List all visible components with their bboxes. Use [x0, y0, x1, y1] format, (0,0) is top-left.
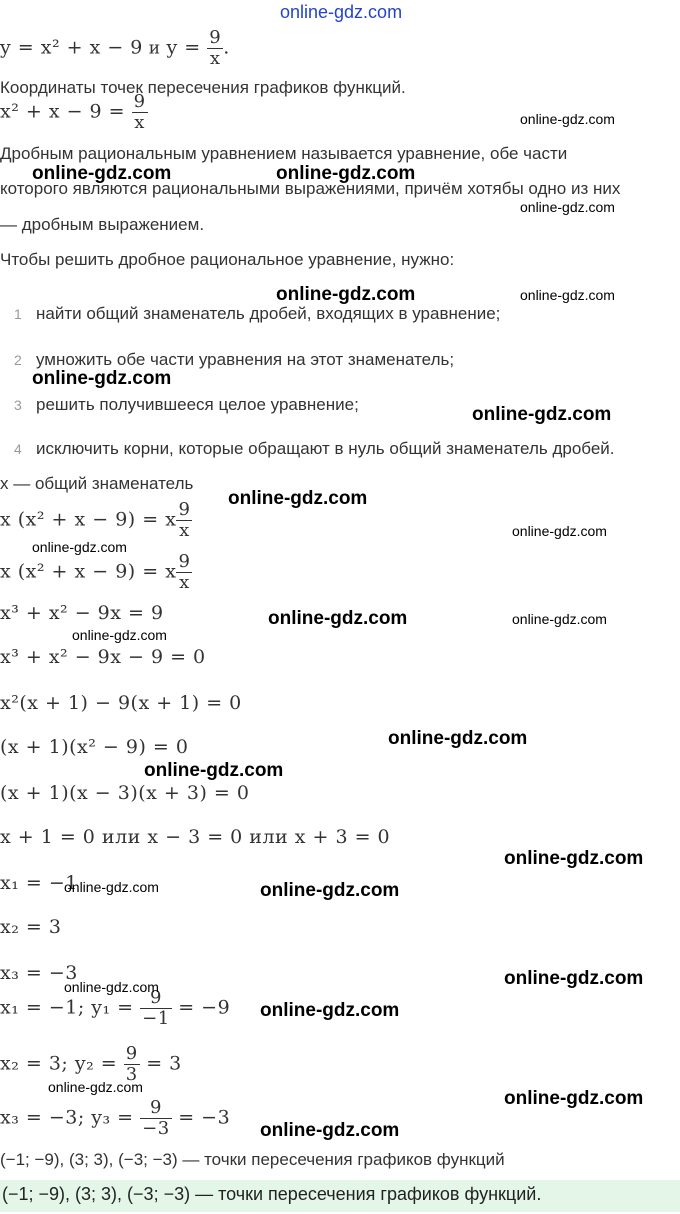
y3-left: x₃ = −3; y₃ =: [0, 1106, 141, 1129]
watermark: online-gdz.com: [504, 848, 644, 869]
watermark: online-gdz.com: [260, 1000, 400, 1021]
watermark: online-gdz.com: [276, 163, 416, 184]
work-line-6: (x + 1)(x² − 9) = 0: [0, 736, 189, 758]
intro-eq-right-prefix: y =: [166, 36, 208, 59]
intro-fraction: [207, 28, 223, 69]
step-text: исключить корни, которые обращают в нуль общий знаменатель дробей.: [36, 439, 615, 458]
work-l2-fraction: [176, 552, 192, 593]
step-text: умножить обе части уравнения на этот знаменатель;: [36, 350, 455, 369]
work-line-2: [0, 552, 192, 593]
y3-num: 9: [149, 1097, 162, 1118]
setup-frac-num: 9: [133, 91, 146, 112]
intro-eq-and: и: [142, 38, 167, 59]
setup-fraction: [132, 92, 148, 133]
step-number: 3: [14, 397, 22, 413]
y2-num: 9: [125, 1043, 138, 1064]
method-intro: Чтобы решить дробное рациональное уравнение, нужно:: [0, 250, 455, 269]
intro-eq-suffix: .: [223, 36, 230, 59]
work-line-8: x + 1 = 0 или x − 3 = 0 или x + 3 = 0: [0, 826, 391, 848]
answer-box: [0, 1180, 680, 1212]
root-3: x₃ = −3: [0, 962, 78, 984]
work-line-7: (x + 1)(x − 3)(x + 3) = 0: [0, 782, 250, 804]
watermark: online-gdz.com: [64, 979, 159, 995]
step-item-2: [14, 350, 454, 370]
y1-num: 9: [149, 987, 162, 1008]
y2-den: 3: [125, 1064, 138, 1085]
watermark: online-gdz.com: [388, 728, 528, 749]
definition-line-1: Дробным рациональным уравнением называется уравнение, обе части: [0, 144, 568, 163]
root-1: x₁ = −1: [0, 872, 78, 894]
watermark: online-gdz.com: [276, 284, 416, 305]
y1-left: x₁ = −1; y₁ =: [0, 996, 141, 1019]
watermark: online-gdz.com: [260, 880, 400, 901]
y3-fraction: [140, 1098, 172, 1139]
watermark: online-gdz.com: [520, 287, 615, 303]
step-item-3: [14, 395, 359, 415]
watermark: online-gdz.com: [32, 368, 172, 389]
watermark: online-gdz.com: [512, 611, 607, 627]
definition-line-2: которого являются рациональными выражениями, причём хотябы одно из них: [0, 179, 621, 198]
step-number: 1: [14, 306, 22, 322]
step-text: решить получившееся целое уравнение;: [36, 395, 359, 414]
work-l2-left: x (x² + x − 9) = x: [0, 560, 177, 583]
watermark: online-gdz.com: [260, 1120, 400, 1141]
intersection-caption: Координаты точек пересечения графиков функций.: [0, 78, 406, 97]
y3-den: −3: [142, 1118, 170, 1139]
points-caption: (−1; −9), (3; 3), (−3; −3) — точки пересечения графиков функций: [0, 1150, 505, 1169]
y2-right: = 3: [139, 1052, 182, 1075]
watermark: online-gdz.com: [520, 199, 615, 215]
watermark: online-gdz.com: [32, 163, 172, 184]
answer-text: (−1; −9), (3; 3), (−3; −3) — точки пересечения графиков функций.: [2, 1184, 542, 1204]
work-l1-fraction: [176, 500, 192, 541]
step-text: найти общий знаменатель дробей, входящих в уравнение;: [36, 304, 501, 323]
root-2: x₂ = 3: [0, 916, 62, 938]
intro-equation: [0, 28, 230, 69]
common-denominator-line: x — общий знаменатель: [0, 474, 194, 493]
watermark: online-gdz.com: [48, 1079, 143, 1095]
y2-left: x₂ = 3; y₂ =: [0, 1052, 124, 1075]
work-line-1: [0, 500, 192, 541]
y1-right: = −9: [171, 996, 231, 1019]
work-l2-den: x: [176, 572, 192, 593]
work-l2-num: 9: [178, 551, 191, 572]
watermark: online-gdz.com: [504, 1088, 644, 1109]
watermark: online-gdz.com: [72, 627, 167, 643]
y-value-3: [0, 1098, 230, 1139]
work-line-3: x³ + x² − 9x = 9: [0, 602, 164, 624]
work-line-5: x²(x + 1) − 9(x + 1) = 0: [0, 692, 242, 714]
watermark: online-gdz.com: [512, 523, 607, 539]
work-l1-den: x: [176, 520, 192, 541]
watermark: online-gdz.com: [64, 879, 159, 895]
watermark-top: online-gdz.com: [280, 2, 403, 22]
watermark: online-gdz.com: [268, 608, 408, 629]
setup-left: x² + x − 9 =: [0, 100, 132, 123]
intro-frac-den: x: [207, 48, 223, 69]
step-item-4: [14, 439, 615, 459]
watermark: online-gdz.com: [504, 968, 644, 989]
step-number: 2: [14, 352, 22, 368]
watermark: online-gdz.com: [228, 488, 368, 509]
step-item-1: [14, 304, 500, 324]
watermark: online-gdz.com: [472, 404, 612, 425]
work-l1-num: 9: [178, 499, 191, 520]
setup-frac-den: x: [132, 112, 148, 133]
work-l1-left: x (x² + x − 9) = x: [0, 508, 177, 531]
watermark: online-gdz.com: [32, 539, 127, 555]
y1-den: −1: [142, 1008, 170, 1029]
work-line-4: x³ + x² − 9x − 9 = 0: [0, 646, 206, 668]
definition-line-3: — дробным выражением.: [0, 215, 205, 234]
watermark: online-gdz.com: [520, 111, 615, 127]
y3-right: = −3: [171, 1106, 231, 1129]
setup-equation: [0, 92, 148, 133]
intro-eq-left: y = x² + x − 9: [0, 36, 143, 59]
watermark: online-gdz.com: [144, 760, 284, 781]
step-number: 4: [14, 441, 22, 457]
intro-frac-num: 9: [209, 27, 222, 48]
